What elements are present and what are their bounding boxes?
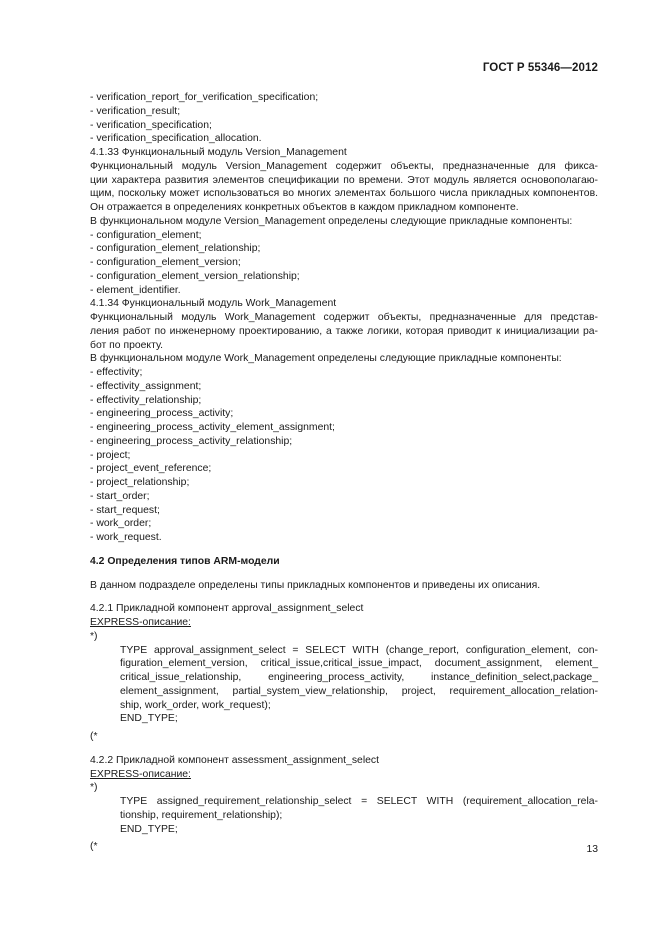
- list-item: - configuration_element_relationship;: [90, 243, 261, 255]
- list-item: - effectivity;: [90, 367, 143, 378]
- express-code-block: [90, 644, 598, 727]
- paragraph-line: ления работ по инженерному проектированию, а также логики, которая приводит к инициализации ра-: [90, 325, 598, 337]
- list-item: - engineering_process_activity;: [90, 408, 234, 420]
- list-work-management: [90, 366, 598, 545]
- code-line: figuration_element_version, critical_issue,critical_issue_impact, document_assignment, element_: [120, 658, 598, 670]
- entry-approval-assignment-select: [90, 602, 598, 744]
- comment-close-marker: *): [90, 630, 98, 642]
- list-item: - element_identifier.: [90, 284, 181, 296]
- code-line: tionship, requirement_relationship);: [120, 809, 283, 821]
- paragraph-line: щим, поскольку может использоваться во многих элементах большого числа прикладных компонентов.: [90, 188, 598, 200]
- list-item: - work_request.: [90, 532, 162, 543]
- paragraph-line: Функциональный модуль Version_Management содержит объекты, предназначенные для фикса-: [90, 160, 598, 172]
- express-label: EXPRESS-описание:: [90, 768, 191, 780]
- section-heading-4-2: 4.2 Определения типов ARM-модели: [90, 555, 280, 567]
- document-id: ГОСТ Р 55346—2012: [482, 62, 598, 74]
- express-code-block: [90, 795, 598, 836]
- code-line: critical_issue_relationship, engineering_process_activity, instance_definition_select,package_: [120, 672, 598, 683]
- list-item: - configuration_element_version_relationship;: [90, 270, 300, 282]
- list-item: - start_order;: [90, 490, 150, 502]
- entry-heading: 4.2.2 Прикладной компонент assessment_assignment_select: [90, 754, 379, 766]
- list-item: - project;: [90, 449, 131, 461]
- code-line: END_TYPE;: [120, 823, 178, 835]
- paragraph-line: бот по проекту.: [90, 339, 163, 351]
- list-intro: В функциональном модуле Work_Management определены следующие прикладные компоненты:: [90, 353, 562, 365]
- list-item: - engineering_process_activity_element_assignment;: [90, 422, 335, 433]
- list-version-management: [90, 229, 598, 298]
- code-line: END_TYPE;: [120, 713, 178, 725]
- comment-open-marker: (*: [90, 841, 98, 853]
- code-line: TYPE assigned_requirement_relationship_select = SELECT WITH (requirement_allocation_rela-: [120, 796, 598, 807]
- heading-4-1-34: 4.1.34 Функциональный модуль Work_Management: [90, 298, 337, 310]
- paragraph-work-management: [90, 311, 598, 352]
- paragraph-line: ции характера развития элементов спецификации по времени. Этот модуль является основополагаю-: [90, 174, 598, 186]
- section-intro: В данном подразделе определены типы прикладных компонентов и приведены их описания.: [90, 579, 541, 591]
- page-number: 13: [586, 844, 598, 855]
- code-line: element_assignment, partial_system_view_relationship, project, requirement_allocation_relation-: [120, 685, 598, 697]
- comment-close-marker: *): [90, 782, 98, 794]
- list-item: - project_relationship;: [90, 477, 190, 488]
- list-item: - engineering_process_activity_relationship;: [90, 435, 293, 447]
- paragraph-line: Он отражается в определениях конкретных объектов в каждом прикладном компоненте.: [90, 202, 519, 213]
- code-line: ship, work_order, work_request);: [120, 699, 271, 711]
- list-item: - verification_result;: [90, 105, 181, 117]
- list-item: - project_event_reference;: [90, 463, 212, 475]
- list-item: - start_request;: [90, 504, 160, 516]
- list-item: - effectivity_assignment;: [90, 380, 202, 392]
- list-item: - work_order;: [90, 518, 152, 530]
- heading-4-1-33: 4.1.33 Функциональный модуль Version_Management: [90, 147, 347, 158]
- code-line: TYPE approval_assignment_select = SELECT WITH (change_report, configuration_element, con-: [120, 644, 598, 656]
- list-item: - configuration_element;: [90, 229, 202, 241]
- page-content: [90, 91, 598, 854]
- entry-heading: 4.2.1 Прикладной компонент approval_assignment_select: [90, 603, 364, 615]
- list-item: - verification_report_for_verification_specification;: [90, 92, 319, 103]
- list-item: - effectivity_relationship;: [90, 394, 202, 406]
- list-intro: В функциональном модуле Version_Management определены следующие прикладные компоненты:: [90, 215, 573, 227]
- list-item: - verification_specification_allocation.: [90, 133, 262, 145]
- paragraph-line: Функциональный модуль Work_Management содержит объекты, предназначенные для представ-: [90, 312, 598, 323]
- list-item: - configuration_element_version;: [90, 257, 241, 268]
- paragraph-version-management: [90, 160, 598, 215]
- express-label: EXPRESS-описание:: [90, 617, 191, 628]
- entry-assessment-assignment-select: [90, 754, 598, 854]
- list-item: - verification_specification;: [90, 119, 212, 131]
- list-verification: [90, 91, 598, 146]
- comment-open-marker: (*: [90, 731, 98, 742]
